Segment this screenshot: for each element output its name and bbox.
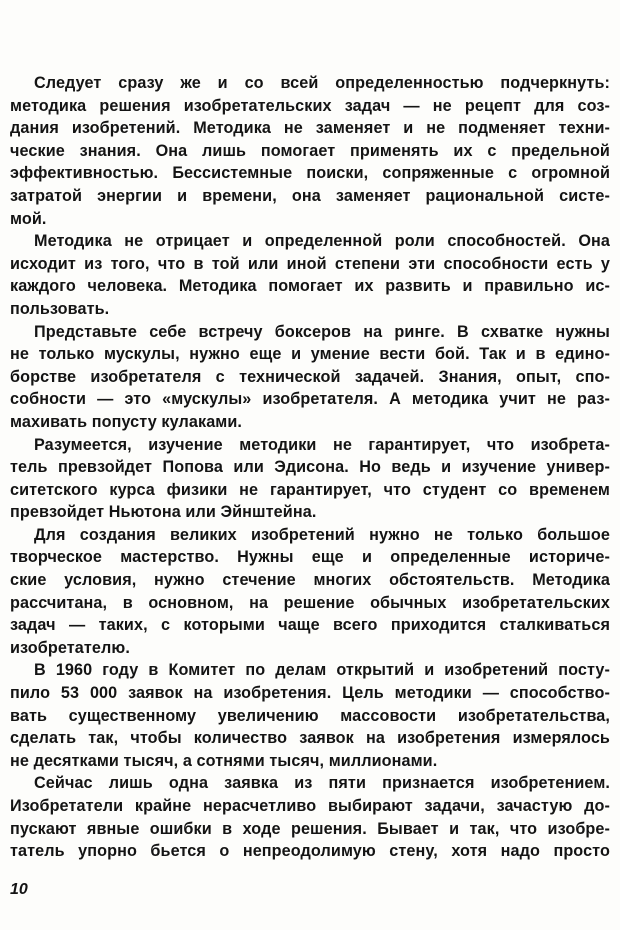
text-line: исходит из того, что в той или иной степени эти способности есть у [10, 254, 610, 273]
text-line: творческое мастерство. Нужны еще и определенные историче- [10, 548, 610, 567]
text-line: не десятками тысяч, а сотнями тысяч, миллионами. [10, 751, 438, 770]
text-line: тель превзойдет Попова или Эдисона. Но ведь и изучение универ- [10, 458, 610, 477]
text-line: вать существенному увеличению массовости изобретательства, [10, 706, 610, 725]
text-line: махивать попусту кулаками. [10, 412, 243, 431]
text-line: пользовать. [10, 299, 110, 318]
text-line: Изобретатели крайне нерасчетливо выбирают задачи, зачастую до- [10, 797, 610, 815]
text-line: Сейчас лишь одна заявка из пяти признается изобретением. [34, 774, 610, 793]
text-line: собности — это «мускулы» изобретателя. А методика учит не раз- [10, 390, 610, 409]
text-line: ческие знания. Она лишь помогает применять их с предельной [10, 141, 610, 160]
text-line: Представьте себе встречу боксеров на ринге. В схватке нужны [34, 322, 610, 341]
body-text [10, 72, 610, 863]
text-line: борстве изобретателя с технической задачей. Знания, опыт, спо- [10, 367, 610, 386]
text-line: мой. [10, 209, 47, 228]
text-line: Разумеется, изучение методики не гарантирует, что изобрета- [34, 435, 610, 454]
text-line: превзойдет Ньютона или Эйнштейна. [10, 503, 317, 522]
text-line: ситетского курса физики не гарантирует, что студент со временем [10, 480, 610, 499]
text-line: пускают явные ошибки в ходе решения. Бывает и так, что изобре- [10, 819, 610, 838]
text-line: пило 53 000 заявок на изобретения. Цель методики — способство- [10, 684, 610, 703]
text-line: эффективностью. Бессистемные поиски, сопряженные с огромной [10, 164, 610, 183]
text-line: затратой энергии и времени, она заменяет рациональной систе- [10, 186, 610, 205]
text-line: Методика не отрицает и определенной роли способностей. Она [34, 232, 610, 251]
text-line: Для создания великих изобретений нужно не только большое [34, 525, 610, 544]
text-line: сделать так, чтобы количество заявок на изобретения измерялось [10, 729, 610, 748]
text-line: дания изобретений. Методика не заменяет и не подменяет техни- [10, 119, 610, 138]
text-line: изобретателю. [10, 638, 130, 657]
text-line: Следует сразу же и со всей определенностью подчеркнуть: [34, 74, 610, 92]
text-line: рассчитана, в основном, на решение обычных изобретательских [10, 593, 610, 612]
text-line: методика решения изобретательских задач — не рецепт для соз- [10, 96, 610, 115]
text-line: задач — таких, с которыми чаще всего приходится сталкиваться [10, 616, 610, 635]
text-line: татель упорно бьется о непреодолимую стену, хотя надо просто [10, 842, 610, 861]
page-number: 10 [10, 881, 28, 898]
text-line: В 1960 году в Комитет по делам открытий и изобретений посту- [34, 661, 610, 680]
text-line: не только мускулы, нужно еще и умение вести бой. Так и в едино- [10, 345, 610, 364]
text-line: каждого человека. Методика помогает их развить и правильно ис- [10, 277, 610, 296]
text-line: ские условия, нужно стечение многих обстоятельств. Методика [10, 571, 610, 590]
